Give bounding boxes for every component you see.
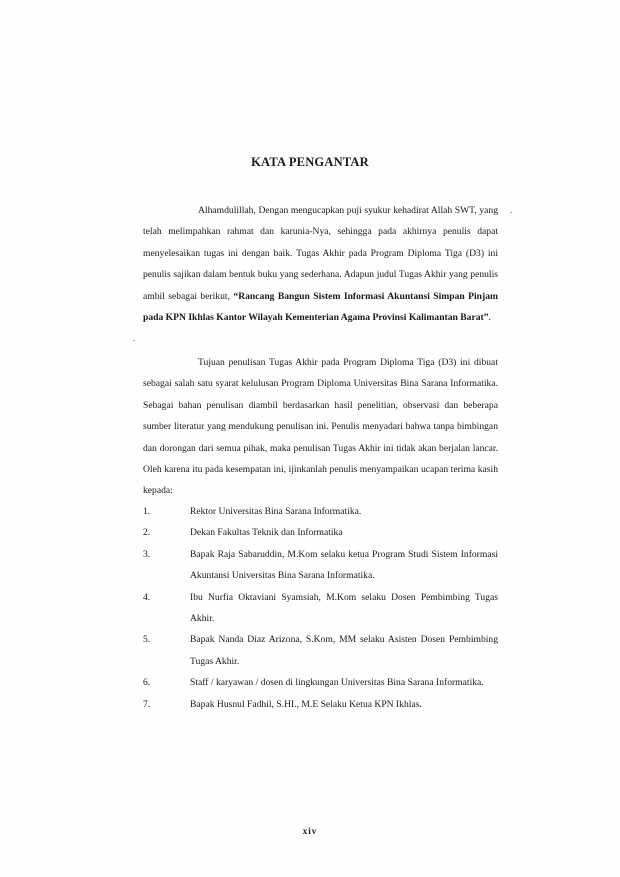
intro-paragraph-end: . bbox=[488, 312, 491, 324]
list-item bbox=[143, 587, 498, 630]
scan-speck bbox=[510, 212, 512, 213]
list-item-text: Ibu Nurfia Oktaviani Syamsiah, M.Kom selaku Dosen Pembimbing Tugas Akhir. bbox=[190, 591, 498, 625]
list-item-number: 7. bbox=[143, 698, 151, 710]
list-item bbox=[143, 544, 498, 587]
list-item-number: 5. bbox=[143, 634, 151, 646]
list-item bbox=[143, 629, 498, 672]
list-item-text: Bapak Nanda Diaz Arizona, S.Kom, MM selaku Asisten Dosen Pembimbing Tugas Akhir. bbox=[190, 634, 498, 667]
list-item bbox=[143, 672, 498, 693]
thanks-list bbox=[143, 501, 498, 715]
intro-paragraph bbox=[143, 200, 498, 328]
page-number: xiv bbox=[302, 826, 318, 836]
intro-paragraph-text: Alhamdulillah, Dengan mengucapkan puji syukur kehadirat Allah SWT, yang telah melimpahkan rahmat dan karunia-Nya, sehingga pada akhirnya penulis dapat menyelesaikan tugas ini dengan baik. Tugas Akhir pada Program Diploma Tiga (D3) ini penulis sajikan dalam bentuk buku yang sederhana. Adapun judul Tugas Akhir yang penulis ambil sebagai berikut, bbox=[143, 205, 498, 302]
list-item bbox=[143, 522, 498, 543]
list-item-text: Bapak Raja Sabaruddin, M.Kom selaku ketua Program Studi Sistem Informasi Akuntansi Universitas Bina Sarana Informatika. bbox=[190, 548, 498, 582]
list-item-text: Staff / karyawan / dosen di lingkungan Universitas Bina Sarana Informatika. bbox=[190, 677, 484, 689]
list-item-number: 2. bbox=[143, 527, 151, 539]
list-item-number: 6. bbox=[143, 677, 151, 689]
list-item-number: 4. bbox=[143, 591, 151, 603]
page-title: KATA PENGANTAR bbox=[251, 155, 369, 169]
list-item-number: 3. bbox=[143, 548, 151, 560]
thesis-title: “Rancang Bangun Sistem Informasi Akuntansi Simpan Pinjam pada KPN Ikhlas Kantor Wilayah Kementerian Agama Provinsi Kalimantan Barat” bbox=[143, 290, 498, 324]
list-item bbox=[143, 694, 498, 715]
list-item-number: 1. bbox=[143, 506, 151, 517]
purpose-paragraph bbox=[143, 352, 498, 502]
list-item-text: Dekan Fakultas Teknik dan Informatika bbox=[190, 527, 343, 539]
purpose-paragraph-text: Tujuan penulisan Tugas Akhir pada Program Diploma Tiga (D3) ini dibuat sebagai salah satu syarat kelulusan Program Diploma Universitas Bina Sarana Informatika. Sebagai bahan penulisan diambil berdasarkan hasil penelitian, observasi dan beberapa sumber literatur yang mendukung penulisan ini. Penulis menyadari bahwa tanpa bimbingan dan dorongan dari semua pihak, maka penulisan Tugas Akhir ini tidak akan berjalan lancar. Oleh karena itu pada kesempatan ini, ijinkanlah penulis menyampaikan ucapan terima kasih kepada: bbox=[143, 357, 498, 497]
list-item-text: Bapak Husnul Fadhil, S.HI., M.E Selaku Ketua KPN Ikhlas. bbox=[190, 698, 422, 710]
scan-speck bbox=[133, 340, 135, 341]
list-item bbox=[143, 501, 498, 522]
list-item-text: Rektor Universitas Bina Sarana Informatika. bbox=[190, 506, 362, 517]
